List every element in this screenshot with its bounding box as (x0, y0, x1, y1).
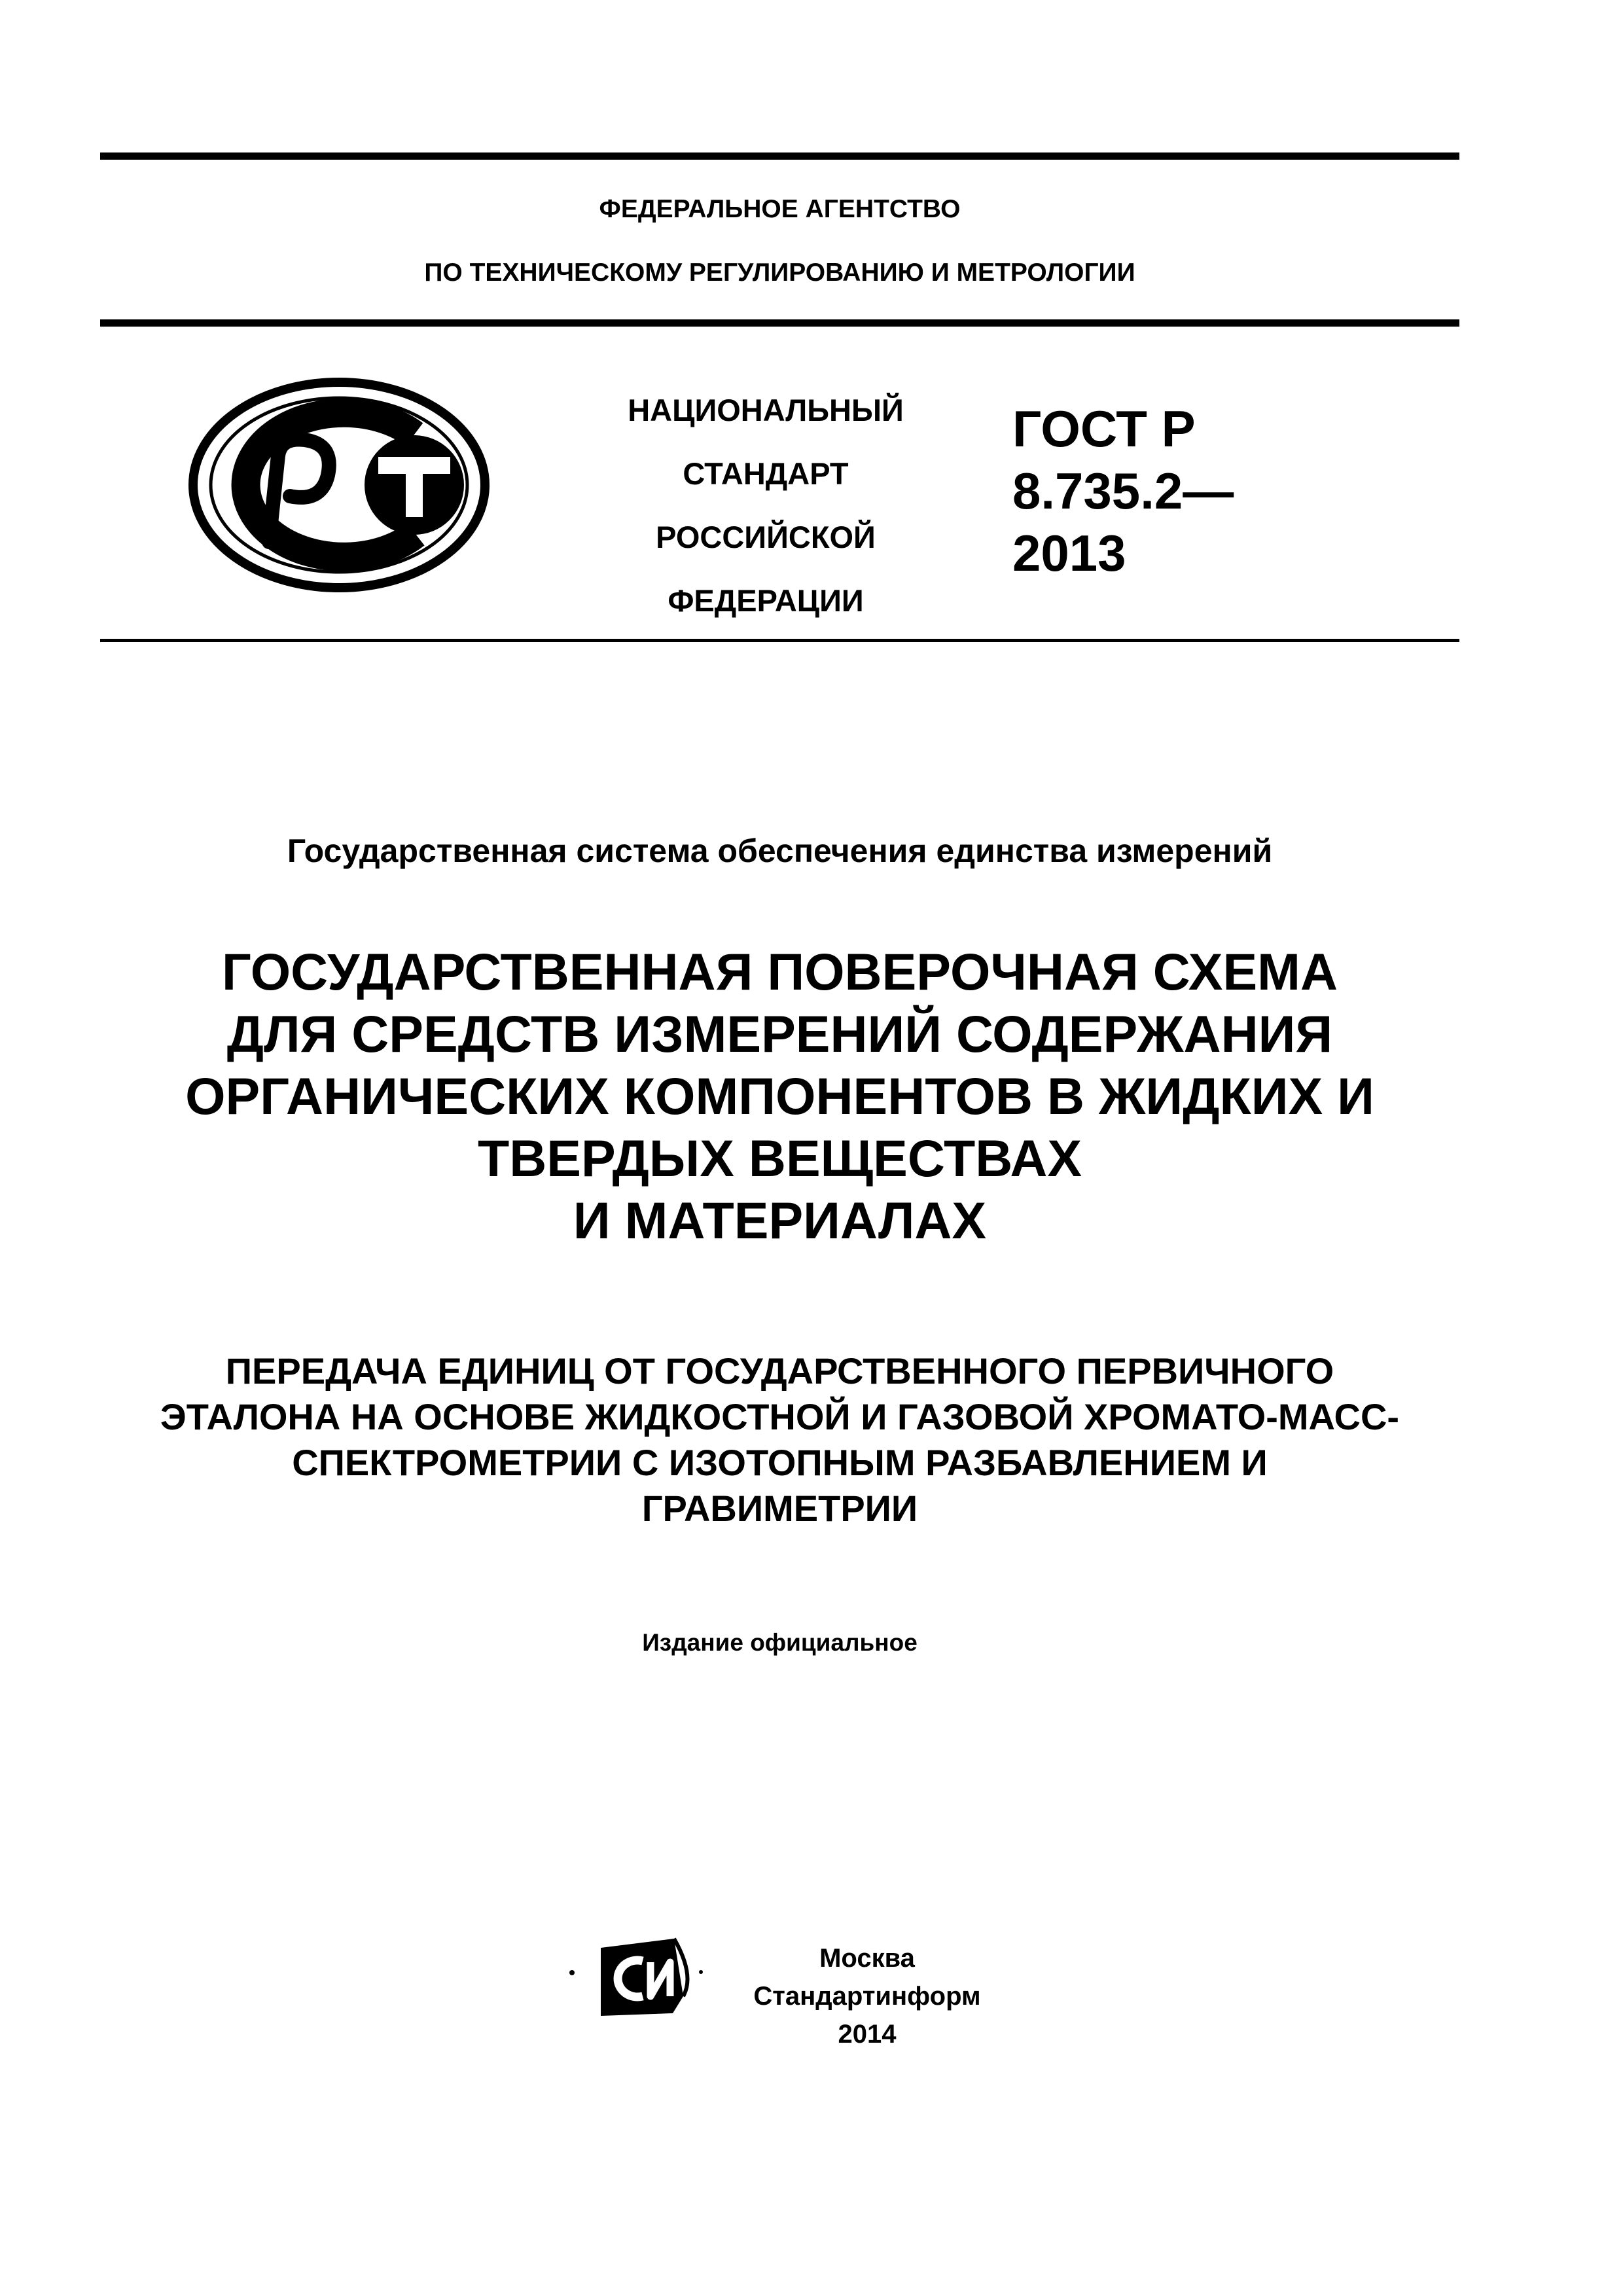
rst-emblem-icon (185, 377, 493, 593)
document-subtitle-line: ПЕРЕДАЧА ЕДИНИЦ ОТ ГОСУДАРСТВЕННОГО ПЕРВИЧНОГО (225, 1350, 1334, 1391)
publisher-name: Стандартинформ (753, 1982, 981, 2011)
document-title-line: ДЛЯ СРЕДСТВ ИЗМЕРЕНИЙ СОДЕРЖАНИЯ (226, 1005, 1333, 1063)
national-standard-label (582, 378, 949, 632)
designation-line: 2013 (1012, 524, 1126, 582)
header-bottom-rule (100, 319, 1459, 327)
document-title (100, 941, 1459, 1251)
designation-line: ГОСТ Р (1012, 400, 1196, 457)
document-subtitle-line: ГРАВИМЕТРИИ (641, 1488, 918, 1529)
document-subtitle (100, 1348, 1459, 1532)
standartinform-logo-icon (597, 1936, 695, 2018)
document-title-line: ГОСУДАРСТВЕННАЯ ПОВЕРОЧНАЯ СХЕМА (221, 942, 1338, 1001)
national-standard-line: СТАНДАРТ (683, 456, 849, 491)
top-rule (100, 152, 1459, 160)
agency-name-line-1: ФЕДЕРАЛЬНОЕ АГЕНТСТВО (599, 195, 961, 223)
national-standard-line: НАЦИОНАЛЬНЫЙ (628, 393, 904, 427)
publisher-city: Москва (819, 1944, 915, 1973)
document-subtitle-line: СПЕКТРОМЕТРИИ С ИЗОТОПНЫМ РАЗБАВЛЕНИЕМ И (292, 1442, 1268, 1483)
national-standard-line: РОССИЙСКОЙ (656, 520, 876, 554)
document-title-line: И МАТЕРИАЛАХ (573, 1191, 987, 1249)
agency-name-line-2: ПО ТЕХНИЧЕСКОМУ РЕГУЛИРОВАНИЮ И МЕТРОЛОГИИ (424, 259, 1135, 287)
national-standard-line: ФЕДЕРАЦИИ (668, 583, 864, 618)
publisher-info (713, 1939, 1021, 2053)
document-title-line: ТВЕРДЫХ ВЕЩЕСТВАХ (477, 1129, 1082, 1187)
document-title-line: ОРГАНИЧЕСКИХ КОМПОНЕНТОВ В ЖИДКИХ И (185, 1067, 1374, 1125)
publication-year: 2014 (838, 2020, 897, 2049)
decorative-dot (569, 1970, 575, 1975)
edition-label: Издание официальное (642, 1629, 918, 1656)
series-title: Государственная система обеспечения единства измерений (287, 833, 1273, 869)
standard-designation (1012, 398, 1379, 584)
decorative-dot (699, 1970, 703, 1974)
designation-line: 8.735.2— (1012, 462, 1234, 520)
document-subtitle-line: ЭТАЛОНА НА ОСНОВЕ ЖИДКОСТНОЙ И ГАЗОВОЙ ХРОМАТО-МАСС- (160, 1396, 1400, 1437)
masthead-bottom-rule (100, 639, 1459, 642)
